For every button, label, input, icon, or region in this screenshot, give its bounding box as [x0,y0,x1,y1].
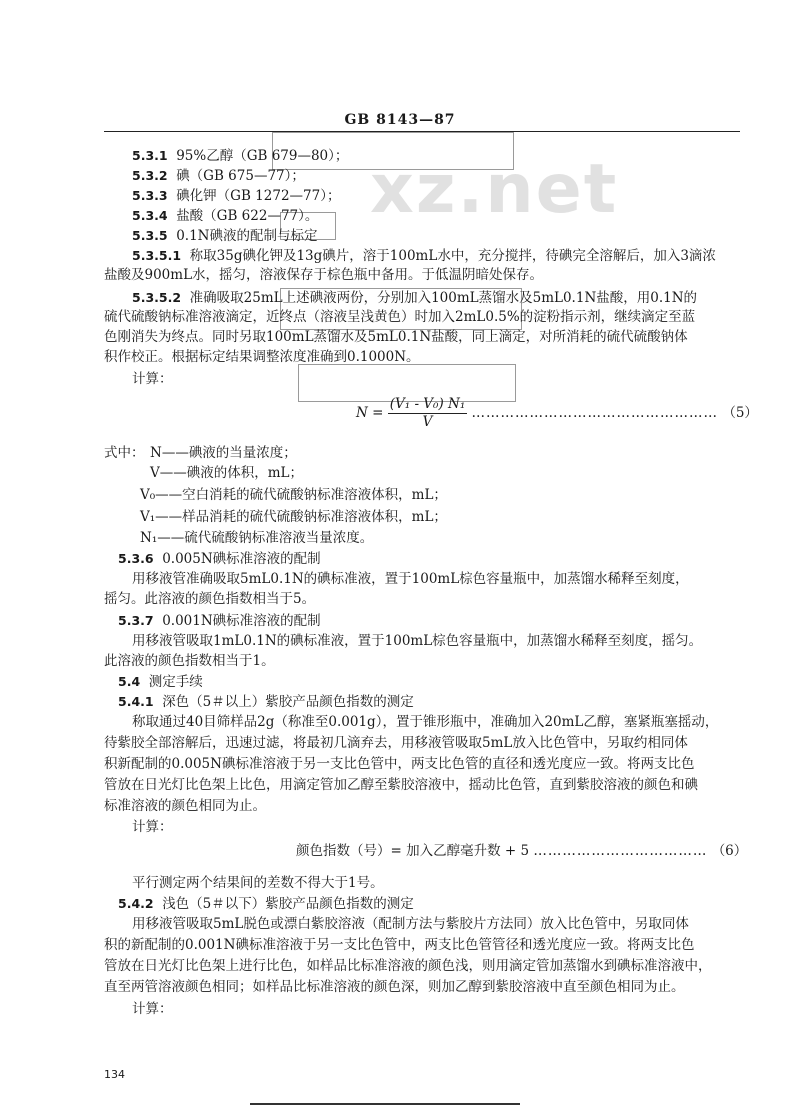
parallel-note: 平行测定两个结果间的差数不得大于1号。 [132,875,384,891]
para-5-3-5-2-line3: 色刚消失为终点。同时另取100mL蒸馏水及5mL0.1N盐酸，同上滴定，对所消耗的硫代硫酸钠体 [104,329,688,345]
where-row-n1: N₁——硫代硫酸钠标准溶液当量浓度。 [140,530,374,546]
section-5-3-6-title: 5.3.6 0.005N碘标准溶液的配制 [118,551,321,567]
section-5-4-1-line3: 积新配制的0.005N碘标准溶液于另一支比色管中，两支比色管的直径和透光度应一致。将两支比色 [104,756,695,772]
section-5-3-7-line2: 此溶液的颜色指数相当于1。 [104,653,275,669]
watermark: xz.net [370,150,619,229]
formula-6 [296,842,747,861]
section-5-4-title: 5.4 测定手续 [118,674,203,690]
item-5-3-2: 5.3.2 碘（GB 675—77）； [132,168,305,184]
section-5-4-1-line5: 标准溶液的颜色相同为止。 [104,798,266,814]
section-5-3-6-line1: 用移液管准确吸取5mL0.1N的碘标准液，置于100mL棕色容量瓶中，加蒸馏水稀释至刻度， [132,571,689,587]
section-5-4-2-line2: 积的新配制的0.001N碘标准溶液于另一支比色管中，两支比色管管径和透光度应一致。将两支比色 [104,937,695,953]
item-5-3-5: 5.3.5 0.1N碘液的配制与标定 [132,228,318,244]
calc-label: 计算： [132,371,173,387]
calc-label-2: 计算： [132,819,173,835]
section-5-4-2-title: 5.4.2 浅色（5＃以下）紫胶产品颜色指数的测定 [118,896,414,912]
section-5-3-7-line1: 用移液管吸取1mL0.1N的碘标准液，置于100mL棕色容量瓶中，加蒸馏水稀释至刻度，摇匀。 [132,633,703,649]
calc-label-3: 计算： [132,1001,173,1017]
where-row-v0: V₀——空白消耗的硫代硫酸钠标准溶液体积，mL； [140,487,447,503]
formula-5-leader: …………………………………………… [471,405,719,421]
formula-5 [356,396,758,431]
formula-5-fraction [388,396,468,431]
para-5-3-5-1-line2: 盐酸及900mL水，摇匀，溶液保存于棕色瓶中备用。于低温阴暗处保存。 [104,267,544,283]
page-number: 134 [104,1068,125,1081]
para-5-3-5-2-line2: 硫代硫酸钠标准溶液滴定，近终点（溶液呈浅黄色）时加入2mL0.5%的淀粉指示剂，继续滴定至蓝 [104,309,696,325]
para-5-3-5-1-line1: 5.3.5.1 称取35g碘化钾及13g碘片，溶于100mL水中，充分搅拌，待碘完全溶解后，加入3滴浓 [132,248,716,264]
section-5-4-2-line1: 用移液管吸取5mL脱色或漂白紫胶溶液（配制方法与紫胶片方法同）放入比色管中，另取同体 [132,916,689,932]
section-5-4-1-line1: 称取通过40目筛样品2g（称准至0.001g），置于锥形瓶中，准确加入20mL乙醇，塞紧瓶塞摇动， [132,714,719,730]
footer-rule [250,1103,520,1105]
where-row-v1: V₁——样品消耗的硫代硫酸钠标准溶液体积，mL； [140,509,447,525]
section-5-4-1-title: 5.4.1 深色（5＃以上）紫胶产品颜色指数的测定 [118,694,414,710]
section-5-4-2-line4: 直至两管溶液颜色相同；如样品比标准溶液的颜色深，则加乙醇到紫胶溶液中直至颜色相同为止。 [104,979,685,995]
formula-5-lhs: N = [356,405,384,421]
formula-5-number: （5） [722,405,758,421]
where-row-n: N——碘液的当量浓度； [150,445,297,461]
item-5-3-1: 5.3.1 95%乙醇（GB 679—80）； [132,148,349,164]
section-5-3-6-line2: 摇匀。此溶液的颜色指数相当于5。 [104,591,316,607]
section-5-4-1-line4: 管放在日光灯比色架上比色，用滴定管加乙醇至紫胶溶液中，摇动比色管，直到紫胶溶液的颜色和碘 [104,777,698,793]
formula-6-leader: ……………………………… [533,843,708,859]
para-5-3-5-2-line4: 积作校正。根据标定结果调整浓度准确到0.1000N。 [104,349,420,365]
formula-6-expression: 颜色指数（号）= 加入乙醇毫升数 + 5 [296,843,530,859]
section-5-3-7-title: 5.3.7 0.001N碘标准溶液的配制 [118,613,321,629]
where-row-v: V——碘液的体积，mL； [150,465,304,481]
formula-6-number: （6） [711,843,748,859]
para-5-3-5-2-line1: 5.3.5.2 准确吸取25mL上述碘液两份，分别加入100mL蒸馏水及5mL0.1N盐酸，用0.1N的 [132,290,698,306]
formula-5-denominator: V [422,414,433,430]
formula-5-numerator: (V₁ - V₀) N₁ [389,396,466,412]
document-header: GB 8143—87 [344,112,456,128]
where-prefix: 式中： [104,445,145,461]
item-5-3-4: 5.3.4 盐酸（GB 622—77）。 [132,208,319,224]
section-5-4-2-line3: 管放在日光灯比色架上进行比色，如样品比标准溶液的颜色浅，则用滴定管加蒸馏水到碘标准溶液中， [104,958,712,974]
item-5-3-3: 5.3.3 碘化钾（GB 1272—77）； [132,188,341,204]
section-5-4-1-line2: 待紫胶全部溶解后，迅速过滤，将最初几滴弃去，用移液管吸取5mL放入比色管中，另取约相同体 [104,735,688,751]
